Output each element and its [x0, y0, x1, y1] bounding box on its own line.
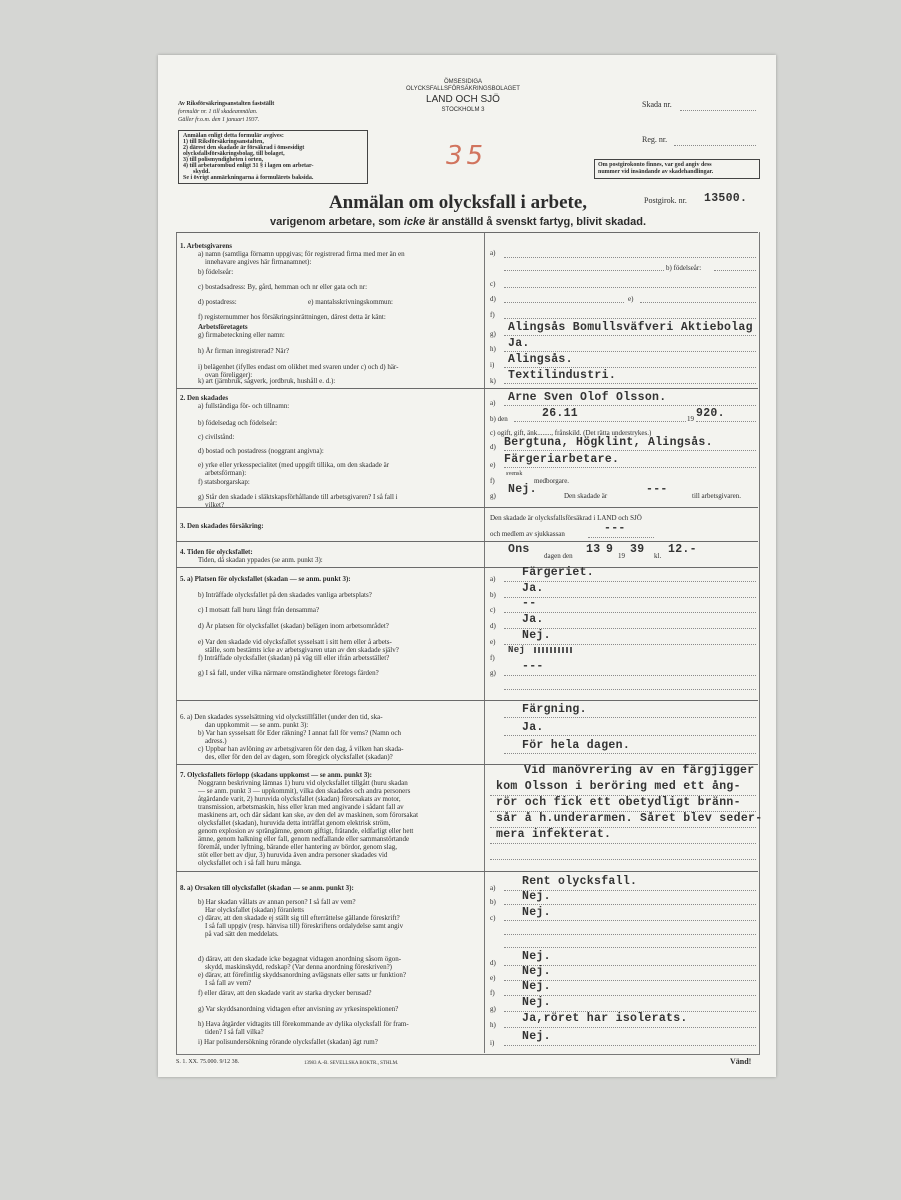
- s2-line-a: [504, 405, 756, 406]
- company-city: STOCKHOLM 3: [441, 107, 485, 113]
- s6-a-cont: dan uppkommit — se anm. punkt 3):: [205, 721, 309, 729]
- form-subtitle: varigenom arbetare, som icke är anställd å svenskt fartyg, blivit skadad.: [269, 216, 646, 228]
- footer-turn-over: Vänd!: [730, 1057, 752, 1066]
- s5-value-f: Nej: [508, 645, 526, 655]
- s2-line-b: [514, 421, 686, 422]
- s6-value-c: För hela dagen.: [522, 739, 631, 752]
- s5-line-g: [504, 675, 756, 676]
- s1-line-i: [504, 367, 756, 368]
- s1-r-f: f): [490, 311, 495, 319]
- s5-value-c: --: [522, 597, 537, 610]
- s5-e: e) Var den skadade vid olycksfallet sysselsatt i sitt hem eller å arbets-: [198, 638, 392, 646]
- form-title: Anmälan om olycksfall i arbete,: [328, 192, 588, 213]
- s1-line-a: [504, 257, 756, 258]
- box-line: 3) till polismyndigheten i orten,: [183, 157, 264, 163]
- s1-d: d) postadress:: [198, 298, 237, 306]
- postgirok-value: 13500.: [704, 192, 748, 205]
- s2-line-d: [504, 450, 756, 451]
- skada-label: Skada nr.: [642, 100, 672, 109]
- s5-e-cont: ställe, som bestämts icke av arbetsgivaren utan av den skadade själv?: [205, 646, 399, 654]
- s1-value-h: Ja.: [508, 337, 530, 350]
- s6-b: b) Var han sysselsatt för Eder räkning? I annat fall för vems? (Namn och: [198, 729, 401, 737]
- s5-a: 5. a) Platsen för olycksfallet (skadan — se anm. punkt 3):: [180, 575, 351, 583]
- s8-value-i: Nej.: [522, 1030, 551, 1043]
- s5-value-a: Färgeriet.: [522, 566, 595, 579]
- s8-value-a: Rent olycksfall.: [522, 875, 638, 888]
- s5-r-a: a): [490, 575, 496, 583]
- s8-e-cont: I så fall av vem?: [205, 979, 252, 987]
- s4-l-kl: kl.: [654, 552, 662, 560]
- s1-r-h: h): [490, 345, 496, 353]
- s6-c: c) Uppbar han avlöning av arbetsgivaren för den dag, å vilken han skada-: [198, 745, 404, 753]
- s5-r-d: d): [490, 622, 496, 630]
- s2-r-a: a): [490, 399, 496, 407]
- s6-c-cont: des, eller för den del av dagen, som föregick olycksfallet (skadan)?: [205, 753, 393, 761]
- s8-r-e: e): [490, 974, 496, 982]
- s1-g: g) firmabeteckning eller namn:: [198, 331, 285, 339]
- s5-strikeout: [534, 647, 574, 653]
- s8-value-g: Nej.: [522, 996, 551, 1009]
- footer-printer: 13983 A.-B. SEVELLSKA BOKTR., STHLM.: [304, 1061, 399, 1066]
- s7-value-2: kom Olsson i beröring med ett ång-: [496, 780, 741, 793]
- handwritten-number: 35: [446, 141, 488, 171]
- s1-c: c) bostadsadress: By, gård, hemman och nr eller gata och nr:: [198, 283, 368, 291]
- s2-f: f) statsborgarskap:: [198, 478, 250, 486]
- s1-r-e: e): [628, 295, 634, 303]
- s3-line: [588, 537, 654, 538]
- box-line: olycksfallsförsäkringsbolag, till bolaget,: [183, 151, 285, 157]
- s1-line-h: [504, 351, 756, 352]
- s8-r-h: h): [490, 1021, 496, 1029]
- s1-f: f) registernummer hos försäkringsinrättningen, därest detta är känt:: [198, 313, 386, 321]
- s5-value-d: Ja.: [522, 613, 544, 626]
- s1-a-cont: innehavare angives här firmanamnet):: [205, 258, 312, 266]
- s2-r-f-med: medborgare.: [534, 477, 570, 485]
- s2-e: e) yrke eller yrkesspecialitet (med uppgift tillika, om den skadade är: [198, 461, 390, 469]
- s6-a: 6. a) Den skadades sysselsättning vid olyckstillfället (under den tid, ska-: [180, 713, 383, 721]
- skada-line: [680, 110, 756, 111]
- s8-value-e: Nej.: [522, 965, 551, 978]
- s2-d: d) bostad och postadress (noggrant angivna):: [198, 447, 324, 455]
- s1-a: a) namn (samtliga förnamn uppgivas; för registrerad firma med mer än en: [198, 250, 405, 258]
- s2-value-a: Arne Sven Olof Olsson.: [508, 391, 667, 404]
- s3-head: 3. Den skadades försäkring:: [180, 522, 264, 530]
- s1-value-k: Textilindustri.: [508, 369, 617, 382]
- s1-line-a2: [504, 270, 664, 271]
- company-name: LAND OCH SJÖ: [426, 94, 500, 105]
- s7-value-4: sår å h.underarmen. Såret blev seder-: [496, 812, 763, 825]
- s1-b: b) födelseår:: [198, 268, 234, 276]
- s8-value-f: Nej.: [522, 980, 551, 993]
- s7-line-5: [490, 859, 756, 860]
- s1-e: e) mantalsskrivningskommun:: [308, 298, 393, 306]
- s3-r1: Den skadade är olycksfallsförsäkrad i LAND och SJÖ: [490, 514, 642, 522]
- s5-c: c) I motsatt fall huru långt från densamma?: [198, 606, 320, 614]
- s2-value-b-year: 920.: [696, 407, 725, 420]
- s5-line-g2: [504, 689, 756, 690]
- postgirok-label: Postgirok. nr.: [644, 196, 687, 205]
- s7-value-3: rör och fick ett obetydligt bränn-: [496, 796, 741, 809]
- s7-line: stöt eller bett av djur, 3) huruvida även andra personer skadades vid: [198, 851, 388, 859]
- s2-value-g: Nej.: [508, 483, 537, 496]
- s2-r-g-end: till arbetsgivaren.: [692, 492, 741, 500]
- s5-r-f: f): [490, 654, 495, 662]
- s7-line: olycksfallet och i så fall huru många.: [198, 859, 302, 867]
- s5-r-b: b): [490, 591, 496, 599]
- s7-line: — se anm. punkt 3 — uppkommit), vilka den skadades och andra personers: [198, 787, 411, 795]
- s4-l-19: 19: [618, 552, 625, 560]
- box-line: 1) till Riksförsäkringsanstalten,: [183, 139, 264, 145]
- s5-r-g: g): [490, 669, 496, 677]
- s2-a: a) fullständiga för- och tillnamn:: [198, 402, 290, 410]
- s8-a: 8. a) Orsaken till olycksfallet (skadan — se anm. punkt 3):: [180, 884, 354, 892]
- s2-head: 2. Den skadades: [180, 394, 229, 402]
- s8-value-d: Nej.: [522, 950, 551, 963]
- s8-b: b) Har skadan vållats av annan person? I så fall av vem?: [198, 898, 356, 906]
- s1-value-g: Alingsås Bomullsväfveri Aktiebolag: [508, 321, 753, 334]
- s8-c-cont: I så fall uppgiv (resp. hänvisa till) föreskriftens ordalydelse samt angiv: [205, 922, 404, 930]
- footer-print-code: S. 1. XX. 75.000. 9/12 38.: [176, 1059, 240, 1065]
- reg-line: [674, 145, 756, 146]
- s8-i: i) Har polisundersökning rörande olycksfallet (skadan) ägt rum?: [198, 1038, 378, 1046]
- s2-r-b-19: 19: [687, 415, 694, 423]
- box-line: 2) därest den skadade är försäkrad i ömsesidigt: [183, 145, 305, 151]
- s5-line-b: [504, 597, 756, 598]
- s8-line-i: [504, 1045, 756, 1046]
- s8-line-c: [504, 920, 756, 921]
- s1-line-f: [504, 318, 756, 319]
- divider-1: [176, 388, 758, 389]
- divider-7: [176, 871, 758, 872]
- s8-r-b: b): [490, 898, 496, 906]
- s7-line: Noggrann beskrivning lämnas 1) huru vid olycksfallet tillgått (huru skadan: [198, 779, 408, 787]
- instructions-box: [178, 130, 368, 184]
- s1-r-a: a): [490, 249, 496, 257]
- s7-value-5: mera infekterat.: [496, 828, 612, 841]
- form-authority-line: Av Riksförsäkringsanstalten fastställt: [178, 101, 275, 107]
- s5-value-b: Ja.: [522, 582, 544, 595]
- s6-value-a: Färgning.: [522, 703, 587, 716]
- s8-e: e) därav, att förefintlig skyddsanordning avlägsnats eller satts ur funktion?: [198, 971, 406, 979]
- s4-sub: Tiden, då skadan yppades (se anm. punkt 3):: [198, 556, 323, 564]
- s2-value-f: svensk: [506, 471, 523, 477]
- s7-line: ämne, genom halkning eller fall, genom nedfallande eller sammanstörtande: [198, 835, 410, 843]
- form-valid-line: Gäller fr.o.m. den 1 januari 1937.: [178, 117, 260, 123]
- s8-value-c: Nej.: [522, 906, 551, 919]
- s4-l-dagen: dagen den: [544, 552, 573, 560]
- s8-c: c) därav, att den skadade ej ställt sig till efterrättelse gällande föreskrift?: [198, 914, 400, 922]
- s8-d: d) därav, att den skadade icke begagnat vidtagen anordning såsom ögon-: [198, 955, 402, 963]
- box-line: Se i övrigt anmärkningarna å formulärets baksida.: [183, 175, 314, 181]
- s7-line: föremål, under lyftning, bärande eller hantering av bördor, genom slag,: [198, 843, 397, 851]
- form-sheet: [158, 55, 776, 1077]
- s6-line-c: [504, 753, 756, 754]
- s1-i-cont: ovan föreligger):: [205, 371, 253, 379]
- s8-line-b: [504, 904, 756, 905]
- s2-r-b: b) den: [490, 415, 508, 423]
- s5-value-g: ---: [522, 660, 544, 673]
- s1-k: k) art (järnbruk, sågverk, jordbruk, hushåll e. d.):: [198, 377, 336, 385]
- s6-line-a: [504, 717, 756, 718]
- s8-r-i: i): [490, 1039, 495, 1047]
- s8-r-f: f): [490, 989, 495, 997]
- s7-line: transmission, arbetsmaskin, hiss eller kran med angivande i sådant fall av: [198, 803, 404, 811]
- s2-g: g) Står den skadade i släktskapsförhållande till arbetsgivaren? I så fall i: [198, 493, 398, 501]
- s8-value-h: Ja,röret har isolerats.: [522, 1012, 688, 1025]
- s7-line-2: [490, 811, 756, 812]
- s8-h: h) Hava åtgärder vidtagits till förekommande av dylika olycksfall för fram-: [198, 1020, 409, 1028]
- s8-r-a: a): [490, 884, 496, 892]
- s5-r-e: e): [490, 638, 496, 646]
- s1-h: h) Är firman inregistrerad? När?: [198, 347, 289, 355]
- s2-r-c: c) ogift, gift, änk........, frånskild. (Det rätta understrykes.): [490, 429, 652, 437]
- s8-value-b: Nej.: [522, 890, 551, 903]
- s5-line-e: [504, 644, 756, 645]
- s8-r-c: c): [490, 914, 496, 922]
- s1-sub: Arbetsföretagets: [198, 323, 248, 331]
- postgiro-note-line: Om postgirokonto finnes, var god angiv dess: [598, 162, 712, 168]
- s7-line: åtgärdande varit, 2) huruvida olycksfallet (skadan) förorsakats av motor,: [198, 795, 401, 803]
- s6-value-b: Ja.: [522, 721, 544, 734]
- column-divider: [484, 233, 485, 1053]
- divider-5: [176, 700, 758, 701]
- s8-d-cont: skydd, maskinskydd, redskap? (Var denna anordning föreskriven?): [205, 963, 393, 971]
- s2-value-e: Färgeriarbetare.: [504, 453, 620, 466]
- s7-line-1: [490, 795, 756, 796]
- s1-r-i: i): [490, 361, 495, 369]
- divider-2: [176, 507, 758, 508]
- s1-line-d: [504, 302, 624, 303]
- s7-line: olycksfallet (skadan), huruvida detta inträffat genom elektrisk ström,: [198, 819, 391, 827]
- s8-f: f) eller därav, att den skadade varit av starka drycker berusad?: [198, 989, 372, 997]
- frame-top: [176, 232, 758, 233]
- s8-b-cont: Har olycksfallet (skadan) föranletts: [205, 906, 304, 914]
- s2-r-g: g): [490, 492, 496, 500]
- s4-value-month: 9: [606, 543, 614, 556]
- s8-r-g: g): [490, 1005, 496, 1013]
- postgiro-note-box: [594, 159, 760, 179]
- s1-r-d: d): [490, 295, 496, 303]
- s3-r2: och medlem av sjukkassan: [490, 530, 565, 538]
- s1-r-k: k): [490, 377, 496, 385]
- s1-r-b: b) födelseår:: [666, 264, 702, 272]
- s2-line-b2: [696, 421, 756, 422]
- postgiro-note-line: nummer vid insändande av skadehandlingar.: [598, 169, 714, 175]
- s2-value-d: Bergtuna, Högklint, Alingsås.: [504, 436, 713, 449]
- box-line: 4) till arbetarombud enligt 31 § i lagen om arbetar-: [183, 163, 314, 169]
- s4-value-day: Ons: [508, 543, 530, 556]
- s2-r-f: f): [490, 477, 495, 485]
- s5-g: g) I så fall, under vilka närmare omständigheter företogs färden?: [198, 669, 379, 677]
- s7-line: genom explosion av sprängämne, genom giftigt, frätande, eldfarligt eller hett: [198, 827, 414, 835]
- s1-line-e: [640, 302, 756, 303]
- s2-value-g2: ---: [646, 483, 668, 496]
- s8-line-c3: [504, 947, 756, 948]
- s3-value: ---: [604, 522, 626, 535]
- s8-r-d: d): [490, 959, 496, 967]
- s4-value-date: 13: [586, 543, 601, 556]
- s1-value-i: Alingsås.: [508, 353, 573, 366]
- s8-h-cont: tiden? I så fall vilka?: [205, 1028, 264, 1036]
- s7-value-1: Vid manövrering av en färgjigger: [524, 764, 755, 777]
- s8-line-c2: [504, 934, 756, 935]
- s7-head: 7. Olycksfallets förlopp (skadans uppkomst — se anm. punkt 3):: [180, 771, 372, 779]
- s1-i: i) belägenhet (ifylles endast om olikhet med svaren under c) och d) här-: [198, 363, 399, 371]
- s2-b: b) födelsedag och födelseår:: [198, 419, 278, 427]
- form-number-line: formulär nr. 1 till skadeanmälan.: [178, 109, 258, 115]
- s1-r-g: g): [490, 330, 496, 338]
- box-line: skydd.: [193, 169, 210, 175]
- s1-head: 1. Arbetsgivarens: [180, 242, 232, 250]
- divider-4: [176, 567, 758, 568]
- s7-line-3: [490, 827, 756, 828]
- box-line: Anmälan enligt detta formulär avgives:: [183, 133, 284, 139]
- s4-value-year: 39: [630, 543, 645, 556]
- s1-line-b: [714, 270, 756, 271]
- s2-g-cont: vilket?: [205, 501, 225, 509]
- s7-line: maskinens art, och där sådant kan ske, av den del av maskinen, som förorsakat: [198, 811, 419, 819]
- s8-g: g) Var skyddsanordning vidtagen efter anvisning av yrkesinspektionen?: [198, 1005, 399, 1013]
- s8-line-h: [504, 1027, 756, 1028]
- s6-b-cont: adress.): [205, 737, 227, 745]
- s8-c-cont2: på vad sätt den meddelats.: [205, 930, 279, 938]
- s1-line-g: [504, 335, 756, 336]
- s7-line-4: [490, 843, 756, 844]
- divider-3: [176, 541, 758, 542]
- s2-c: c) civilstånd:: [198, 433, 235, 441]
- s6-line-b: [504, 735, 756, 736]
- s2-e-cont: arbetsförman):: [205, 469, 247, 477]
- s4-value-time: 12.-: [668, 543, 697, 556]
- company-type: OLYCKSFALLSFÖRSÄKRINGSBOLAGET: [406, 86, 520, 92]
- company-prefix: ÖMSESIDIGA: [443, 79, 482, 85]
- s2-value-b-date: 26.11: [542, 407, 579, 420]
- s5-b: b) Inträffade olycksfallet på den skadades vanliga arbetsplats?: [198, 591, 372, 599]
- s2-r-g-mid: Den skadade är: [564, 492, 608, 500]
- s1-r-c: c): [490, 280, 496, 288]
- s5-r-c: c): [490, 606, 496, 614]
- s4-head: 4. Tiden för olycksfallet:: [180, 548, 253, 556]
- s1-line-c: [504, 287, 756, 288]
- reg-label: Reg. nr.: [642, 135, 668, 144]
- s5-value-e: Nej.: [522, 629, 551, 642]
- s2-r-d: d): [490, 443, 496, 451]
- s2-r-e: e): [490, 461, 496, 469]
- s5-f: f) Inträffade olycksfallet (skadan) på väg till eller ifrån arbetsstället?: [198, 654, 390, 662]
- s1-line-k: [504, 383, 756, 384]
- s2-line-e: [504, 467, 756, 468]
- s5-d: d) Är platsen för olycksfallet (skadan) belägen inom arbetsområdet?: [198, 622, 389, 630]
